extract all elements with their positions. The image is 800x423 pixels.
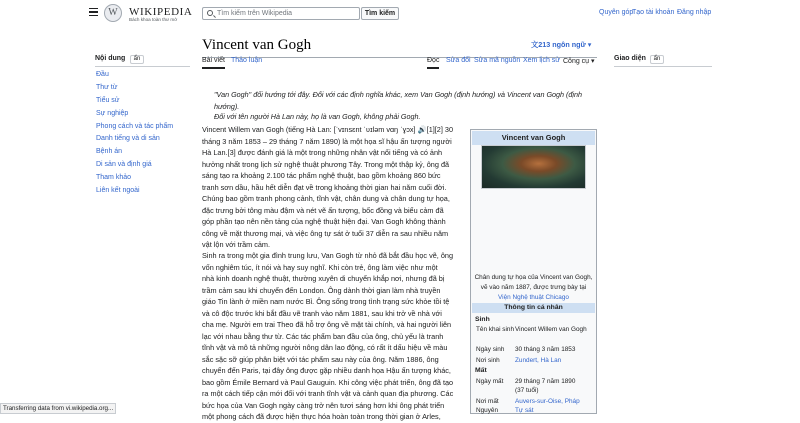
second-paragraph bbox=[202, 250, 470, 423]
search-input[interactable] bbox=[202, 7, 360, 20]
hatnote-disambiguation: "Van Gogh" đổi hướng tới đây. Đối với các định nghĩa khác, xem Van Gogh (định hướng) và Vincent van Gogh (định hướng). bbox=[214, 90, 583, 111]
text-line: bao gồm Émile Bernard và Paul Gauguin. Khi công việc phát triển, ông đã tạo bbox=[202, 377, 454, 387]
text-line: hưởng nhất trong lịch sử nghệ thuật phương Tây. Trong một thập kỷ, ông đã bbox=[202, 159, 450, 169]
wikipedia-wordmark[interactable]: WIKIPEDIA bbox=[129, 6, 193, 18]
text-line: lạc với nhau bằng thư từ. Các tác phẩm ban đầu của ông, chủ yếu là tranh bbox=[202, 331, 444, 341]
text-line: ra một cách tiếp cận mới đối với tranh tĩnh vật và cảnh quan địa phương. Các bbox=[202, 389, 454, 398]
appearance-divider bbox=[614, 66, 712, 67]
search-placeholder: Tìm kiếm trên Wikipedia bbox=[217, 10, 293, 17]
infobox-value: 29 tháng 7 năm 1890 bbox=[515, 378, 576, 385]
tab-edit[interactable]: Sửa đổi bbox=[446, 57, 471, 64]
appearance-heading: Giao diện bbox=[614, 55, 646, 62]
tab-talk[interactable]: Thảo luận bbox=[231, 57, 263, 64]
table-of-contents bbox=[96, 71, 173, 200]
tab-read[interactable]: Đọc bbox=[427, 57, 440, 64]
infobox-caption bbox=[473, 273, 594, 302]
hatnote-name: Đối với tên người Hà Lan này, họ là van Gogh, không phải Gogh. bbox=[214, 112, 421, 121]
text-line: một phong cách đã được hiện thực hóa hoàn toàn trong thời gian ở Arles, bbox=[202, 412, 441, 421]
language-button[interactable]: 文213 ngôn ngữ ▾ bbox=[531, 40, 592, 49]
text-line: tranh sơn dầu, hầu hết diễn đạt về trong khoảng thời gian hai năm cuối đời. bbox=[202, 182, 447, 192]
tools-dropdown[interactable]: Công cụ ▾ bbox=[563, 58, 595, 65]
text-line: vốn nghiêm túc, ít nói và hay suy nghĩ. Khi còn trẻ, ông làm việc như một bbox=[202, 262, 438, 272]
tab-edit-source[interactable]: Sửa mã nguồn bbox=[474, 57, 521, 64]
text-line: góp phần tạo nên nền tảng của nghệ thuật hiện đại. Van Gogh không thành bbox=[202, 217, 446, 226]
toc-item[interactable]: Thư từ bbox=[96, 83, 118, 91]
text-line: chuyển đến Paris, tại đây ông được gặp nhiều danh họa Hậu ấn tượng khác, bbox=[202, 366, 451, 375]
text-line: tháng 3 năm 1853 – 29 tháng 7 năm 1890) là một họa sĩ hậu ấn tượng người bbox=[202, 136, 452, 146]
infobox-value: (37 tuổi) bbox=[515, 387, 539, 394]
text-line: tĩnh vật và mô tả những người nông dân lao động, có rất ít dấu hiệu về màu bbox=[202, 343, 448, 352]
infobox bbox=[470, 129, 597, 414]
login-link[interactable]: Đăng nhập bbox=[677, 9, 712, 16]
caption-line: vẽ vào năm 1887, được trưng bày tại bbox=[480, 283, 587, 291]
infobox-death-heading: Mất bbox=[475, 367, 487, 374]
self-portrait-image[interactable] bbox=[481, 145, 586, 189]
text-line: cha mẹ. Người em trai Theo đã hỗ trợ ông về mặt tài chính, và hai người liên bbox=[202, 320, 452, 329]
text-line: nhà kinh doanh nghệ thuật, thường xuyên di chuyển khắp nơi, nhưng đã bị bbox=[202, 274, 445, 283]
infobox-value: Vincent Willem van Gogh bbox=[515, 326, 587, 333]
infobox-title: Vincent van Gogh bbox=[472, 131, 595, 145]
toc-divider bbox=[95, 66, 190, 67]
language-count: 213 ngôn ngữ bbox=[538, 40, 586, 49]
toc-item[interactable]: Liên kết ngoài bbox=[96, 187, 140, 195]
text-line: bức họa của Van Gogh ngày càng trở nên tươi sáng hơn khi ông phát triển bbox=[202, 400, 445, 410]
tab-history[interactable]: Xem lịch sử bbox=[523, 57, 560, 64]
infobox-value-link[interactable]: Auvers-sur-Oise, Pháp bbox=[515, 398, 580, 405]
toc-item[interactable]: Sự nghiệp bbox=[96, 109, 129, 117]
create-account-link[interactable]: Tạo tài khoản bbox=[632, 9, 675, 16]
text-line: giáo Tin lành ở miền nam nước Bỉ. Ông sống trong tình trạng sức khỏe tồi tệ bbox=[202, 297, 450, 306]
caption-link[interactable]: Viện Nghệ thuật Chicago bbox=[498, 293, 569, 301]
text-line: đặc trưng bởi tông màu đậm và nét vẽ ấn tượng, bốc đồng và biểu cảm đã bbox=[202, 205, 444, 215]
text-line: công về mặt thương mại, và việc ông tự sát ở tuổi 37 diễn ra sau nhiều năm bbox=[202, 228, 449, 238]
infobox-birth-heading: Sinh bbox=[475, 316, 490, 323]
text-line: Sinh ra trong một gia đình trung lưu, Van Gogh từ nhỏ đã bắt đầu học vẽ, ông bbox=[202, 251, 454, 260]
toc-heading: Nội dung bbox=[95, 55, 126, 62]
wikipedia-globe-icon[interactable]: W bbox=[104, 4, 122, 22]
infobox-value: 30 tháng 3 năm 1853 bbox=[515, 346, 576, 353]
page-title: Vincent van Gogh bbox=[202, 37, 312, 53]
toc-item[interactable]: Di sản và định giá bbox=[96, 161, 152, 169]
main-menu-icon[interactable] bbox=[89, 8, 98, 16]
text-line: vật lộn với trầm cảm. bbox=[202, 240, 271, 249]
toc-item[interactable]: Phong cách và tác phẩm bbox=[96, 122, 174, 130]
infobox-value-link[interactable]: Tự sát bbox=[515, 407, 534, 414]
infobox-label: Ngày mất bbox=[476, 378, 504, 385]
toc-item[interactable]: Tham khảo bbox=[96, 174, 132, 182]
text-line: Hà Lan.[3] được đánh giá là một trong những nhân vật nổi tiếng và có ảnh bbox=[202, 148, 443, 157]
toc-item[interactable]: Đầu bbox=[96, 71, 109, 78]
text-line: và cô độc trước khi bắt đầu vẽ tranh vào năm 1881, sau khi trở về nhà với bbox=[202, 308, 442, 318]
infobox-value-link[interactable]: Zundert, Hà Lan bbox=[515, 357, 562, 364]
tab-article[interactable]: Bài viết bbox=[202, 57, 225, 64]
text-line: Chúng bao gồm tranh phong cảnh, tĩnh vật, chân dung và chân dung tự họa, bbox=[202, 194, 450, 203]
toc-hide-button[interactable]: ẩn bbox=[130, 55, 144, 64]
donate-link[interactable]: Quyên góp bbox=[599, 9, 634, 16]
text-line: sáng tạo ra khoảng 2.100 tác phẩm nghệ thuật, bao gồm khoảng 860 bức bbox=[202, 171, 441, 180]
lead-paragraph bbox=[202, 124, 470, 251]
browser-status-bar: Transferring data from vi.wikipedia.org... bbox=[0, 403, 116, 414]
toc-item[interactable]: Danh tiếng và di sản bbox=[96, 135, 160, 143]
infobox-label: Tên khai sinh bbox=[476, 326, 515, 333]
caption-line: Chân dung tự họa của Vincent van Gogh, bbox=[474, 274, 593, 281]
tools-label: Công cụ bbox=[563, 58, 590, 65]
text-line: sắc sặc sỡ giúp phân biệt với tác phẩm sau này của ông. Năm 1886, ông bbox=[202, 354, 439, 364]
infobox-label: Nơi mất bbox=[476, 398, 499, 405]
infobox-personal-heading: Thông tin cá nhân bbox=[472, 303, 595, 313]
wikipedia-tagline: Bách khoa toàn thư mở bbox=[129, 17, 178, 22]
appearance-hide-button[interactable]: ẩn bbox=[650, 55, 664, 64]
site-header bbox=[0, 0, 800, 28]
infobox-label: Ngày sinh bbox=[476, 346, 505, 353]
toc-item[interactable]: Bệnh án bbox=[96, 148, 123, 156]
infobox-label: Nơi sinh bbox=[476, 357, 500, 364]
search-button[interactable]: Tìm kiếm bbox=[361, 7, 399, 20]
text-line: Vincent Willem van Gogh (tiếng Hà Lan: [ˈvɪnsɛnt ˈʋɪləm vɑŋ ˈɣɔx] 🔊[1][2] 30 bbox=[202, 125, 454, 134]
toc-item[interactable]: Tiểu sử bbox=[96, 96, 120, 104]
search-icon bbox=[207, 10, 213, 16]
text-line: trầm cảm sau khi chuyển đến London. Ông dành thời gian làm nhà truyền bbox=[202, 285, 441, 295]
infobox-label: Nguyên bbox=[476, 407, 499, 414]
